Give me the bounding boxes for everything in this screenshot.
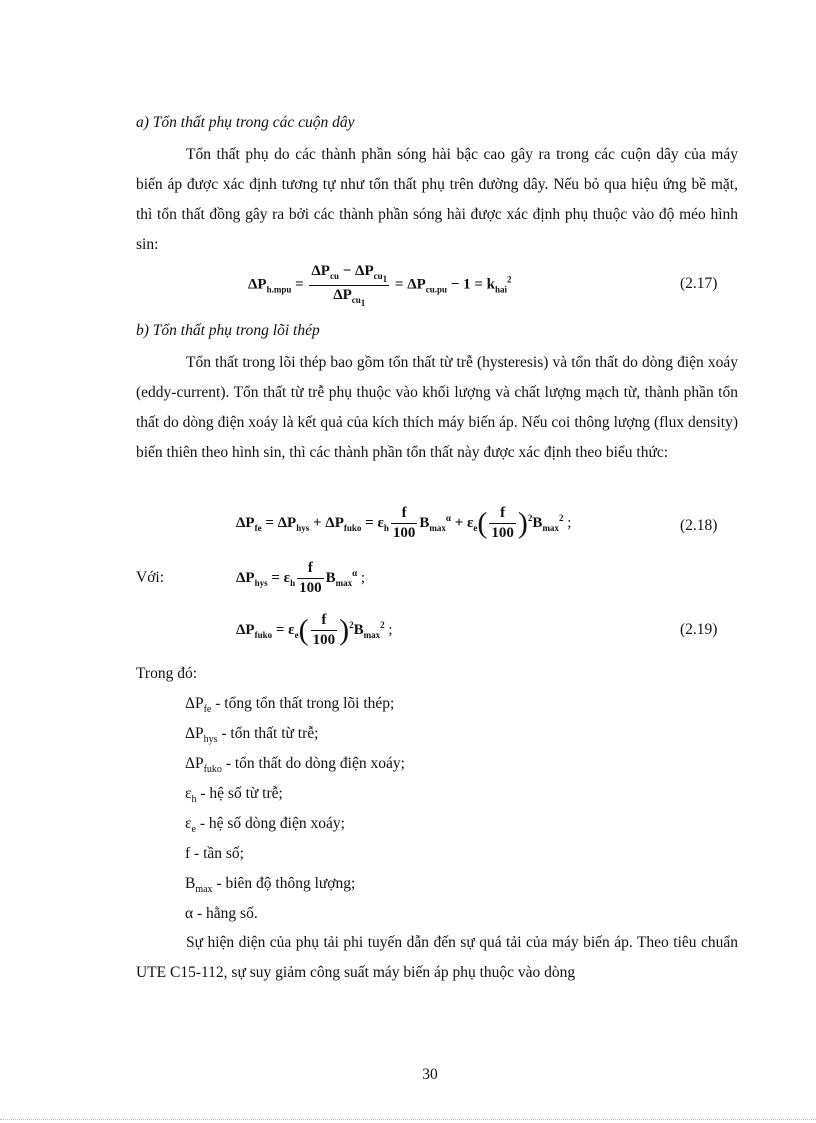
equation-number-2-17: (2.17)	[680, 275, 718, 292]
definition-item: $\Delta P_{fe}$ - tổng tổn thất trong lõi thép;	[185, 695, 395, 716]
definition-item: $B_{max}$ - biên độ thông lượng;	[185, 875, 356, 896]
section-b-paragraph: Tổn thất trong lõi thép bao gồm tổn thất từ trễ (hysteresis) và tổn thất do dòng điện xoáy (eddy-current). Tổn thất từ trễ phụ thuộc vào khối lượng và chất lượng mạch từ, thành phần tổn thất do dòng điện xoáy là kết quả của kích thích máy biến áp. Nếu coi thông lượng (flux density) biến thiên theo hình sin, thì các thành phần tổn thất này được xác định theo biểu thức:	[136, 354, 738, 461]
bottom-divider	[0, 1119, 816, 1120]
definition-item: $\varepsilon_e$ - hệ số dòng điện xoáy;	[185, 815, 345, 836]
definition-item: $\Delta P_{fuko}$ - tổn thất do dòng điện xoáy;	[185, 755, 405, 776]
section-a-paragraph: Tổn thất phụ do các thành phần sóng hài bậc cao gây ra trong các cuộn dây của máy biến áp được xác định tương tự như tổn thất phụ trên đường dây. Nếu bỏ qua hiệu ứng bề mặt, thì tổn thất đồng gây ra bởi các thành phần sóng hài được xác định phụ thuộc vào độ méo hình sin:	[136, 146, 738, 253]
equation-2-17: $\Delta P_{h.mpu}$ = $\frac{\Delta P_{cu} - \Delta P_{cu_1}}{\Delta P_{cu_1}}$ = $\Delta P_{cu.pu} - 1 = k_{hai}^2$	[248, 263, 512, 308]
definition-item: $\Delta P_{hys}$ - tổn thất từ trễ;	[185, 725, 319, 746]
trong-do-label: Trong đó:	[136, 665, 198, 682]
definition-item: f - tần số;	[185, 845, 244, 862]
equation-number-2-18: (2.18)	[680, 517, 718, 534]
equation-2-19: $\Delta P_{fuko} = \varepsilon_e$( $\frac{f}{100}$ )$^2B_{max}^2$ ;	[236, 612, 393, 648]
equation-number-2-19: (2.19)	[680, 621, 718, 638]
definition-item: $\varepsilon_h$ - hệ số từ trễ;	[185, 785, 283, 806]
section-b-heading: b) Tổn thất phụ trong lõi thép	[136, 322, 320, 339]
closing-paragraph: Sự hiện diện của phụ tải phi tuyến dẫn đến sự quá tải của máy biến áp. Theo tiêu chuẩn UTE C15-112, sự suy giảm công suất máy biến áp phụ thuộc vào dòng	[136, 934, 738, 981]
definition-item: α - hằng số.	[185, 905, 258, 922]
section-a-heading: a) Tổn thất phụ trong các cuộn dây	[136, 114, 355, 131]
voi-label: Với:	[136, 569, 165, 586]
equation-2-18: $\Delta P_{fe} = \Delta P_{hys} + \Delta P_{fuko} = \varepsilon_h$ $\frac{f}{100}$ $B_{max}^\alpha + \varepsilon_e$( $\frac{f}{100}$ )$^2B_{max}^2$ ;	[236, 505, 572, 541]
equation-hys: $\Delta P_{hys} = \varepsilon_h$ $\frac{f}{100}$ $B_{max}^\alpha$ ;	[236, 560, 366, 596]
page-number: 30	[422, 1066, 438, 1083]
